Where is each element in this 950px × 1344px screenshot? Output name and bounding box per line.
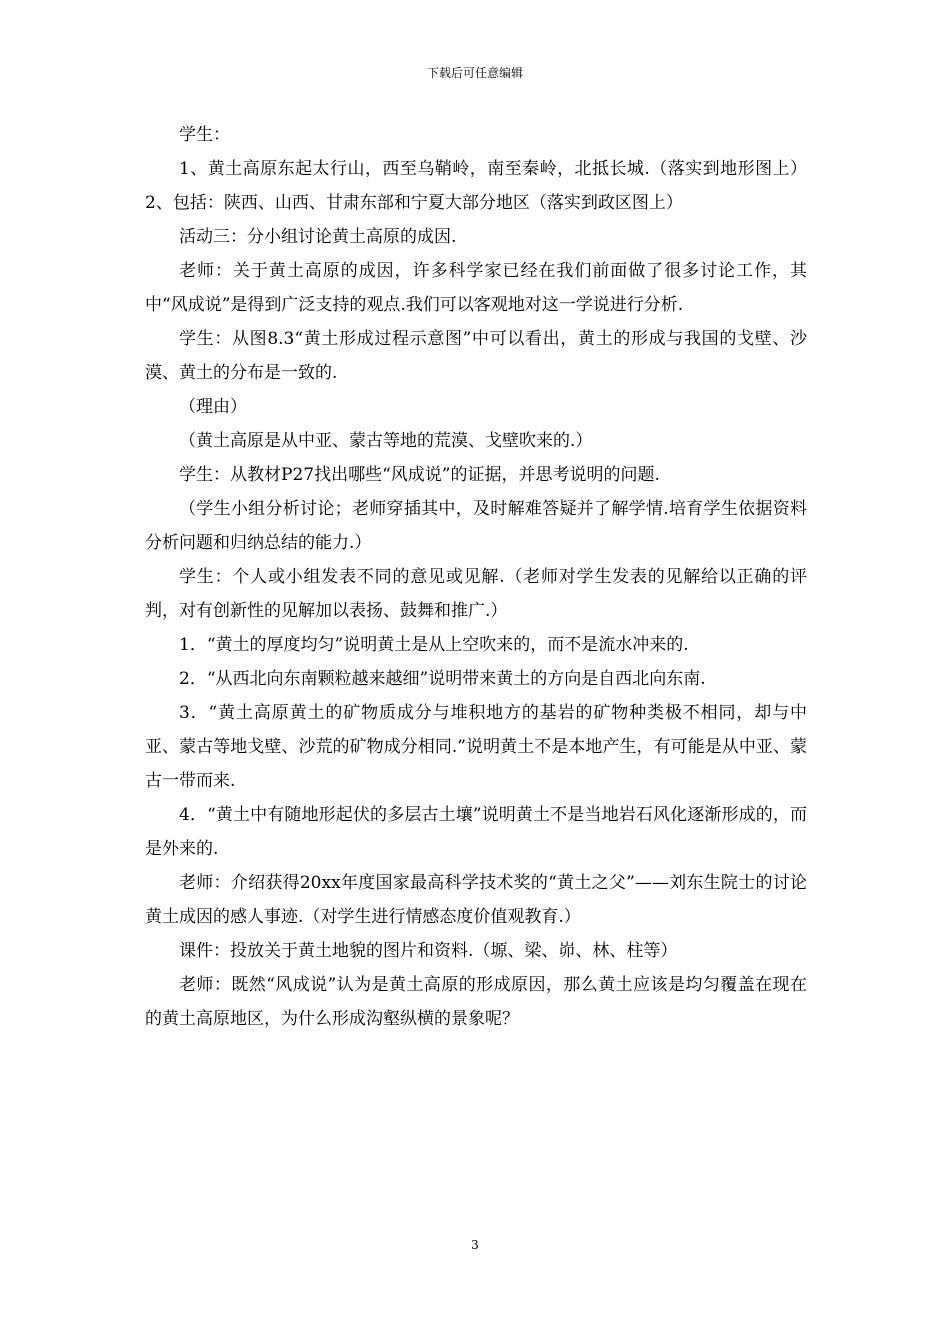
paragraph: （理由） — [179, 397, 247, 417]
document-body — [145, 118, 807, 1036]
paragraph: 学生： — [179, 125, 230, 145]
paragraph: 3．“黄土高原黄土的矿物质成分与堆积地方的基岩的矿物种类极不相同，却与中亚、蒙古等地戈壁、沙荒的矿物成分相同.”说明黄土不是本地产生，有可能是从中亚、蒙古一带而来. — [145, 703, 807, 791]
page-header: 下载后可任意编辑 — [426, 66, 523, 80]
paragraph: 1．“黄土的厚度均匀”说明黄土是从上空吹来的，而不是流水冲来的. — [179, 635, 689, 655]
paragraph: 课件：投放关于黄土地貌的图片和资料.（塬、梁、峁、林、柱等） — [179, 941, 678, 961]
paragraph: 2．“从西北向东南颗粒越来越细”说明带来黄土的方向是自西北向东南. — [179, 669, 706, 689]
paragraph: 老师：介绍获得20xx年度国家最高科学技术奖的“黄土之父”——刘东生院士的讨论黄土成因的感人事迹.（对学生进行情感态度价值观教育.） — [145, 873, 807, 927]
page-number: 3 — [471, 1238, 479, 1252]
paragraph: 活动三：分小组讨论黄土高原的成因. — [179, 227, 457, 247]
paragraph: 4．“黄土中有随地形起伏的多层古土壤”说明黄土不是当地岩石风化逐渐形成的，而是外来的. — [145, 805, 807, 859]
paragraph: （黄土高原是从中亚、蒙古等地的荒漠、戈壁吹来的.） — [179, 431, 593, 451]
paragraph: 学生：个人或小组发表不同的意见或见解.（老师对学生发表的见解给以正确的评判，对有创新性的见解加以表扬、鼓舞和推广.） — [145, 567, 807, 621]
paragraph: 老师：既然“风成说”认为是黄土高原的形成原因，那么黄土应该是均匀覆盖在现在的黄土高原地区，为什么形成沟壑纵横的景象呢？ — [145, 975, 807, 1029]
paragraph: 1、黄土高原东起太行山，西至乌鞘岭，南至秦岭，北抵长城.（落实到地形图上）2、包括：陕西、山西、甘肃东部和宁夏大部分地区（落实到政区图上） — [145, 159, 807, 213]
paragraph: 学生：从图8.3“黄土形成过程示意图”中可以看出，黄土的形成与我国的戈壁、沙漠、黄土的分布是一致的. — [145, 329, 807, 383]
paragraph: （学生小组分析讨论；老师穿插其中，及时解难答疑并了解学情.培育学生依据资料分析问题和归纳总结的能力.） — [145, 499, 807, 553]
paragraph: 学生：从教材P27找出哪些“风成说”的证据，并思考说明的问题. — [179, 465, 660, 485]
paragraph: 老师：关于黄土高原的成因，许多科学家已经在我们前面做了很多讨论工作，其中“风成说”是得到广泛支持的观点.我们可以客观地对这一学说进行分析. — [145, 261, 807, 315]
